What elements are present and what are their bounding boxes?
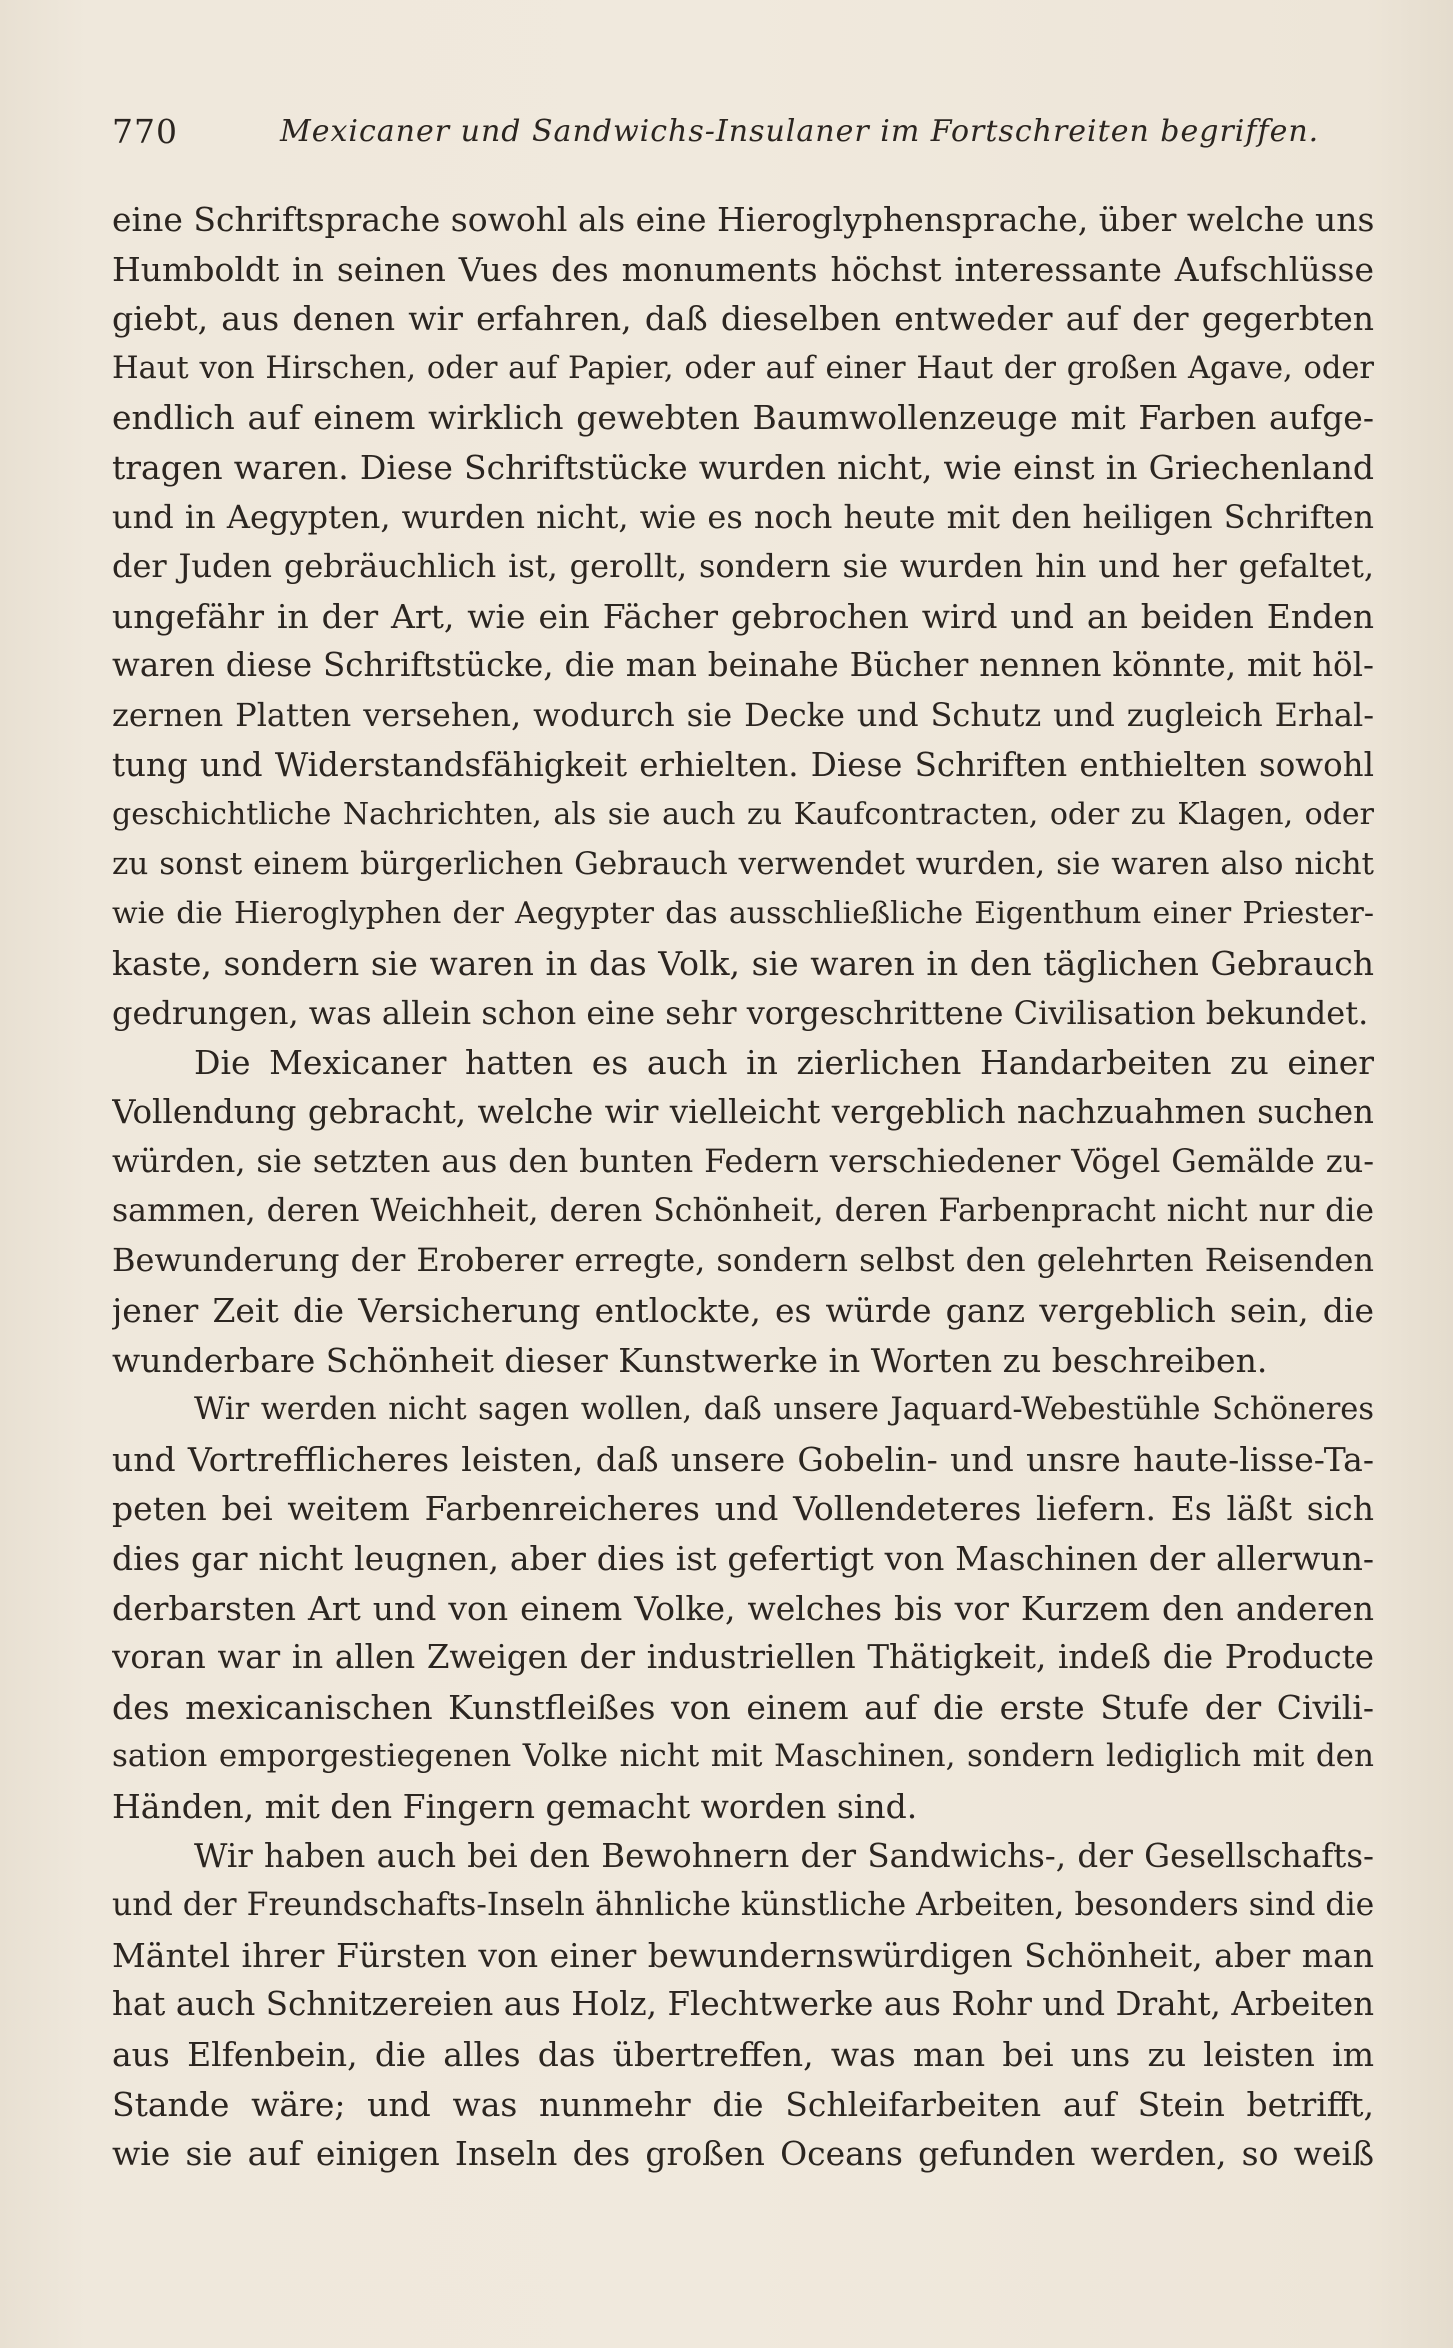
text-line: jener Zeit die Versicherung entlockte, es würde ganz vergeblich sein, die: [112, 1291, 1374, 1331]
text-line: der Juden gebräuchlich ist, gerollt, sondern sie wurden hin und her gefaltet,: [112, 547, 1374, 586]
text-line: und der Freundschafts-Inseln ähnliche künstliche Arbeiten, besonders sind die: [112, 1887, 1374, 1924]
page-header: [112, 112, 1372, 152]
text-line: Humboldt in seinen Vues des monuments höchst interessante Aufschlüsse: [112, 249, 1374, 289]
text-line: peten bei weitem Farbenreicheres und Vollendeteres liefern. Es läßt sich: [112, 1489, 1374, 1529]
text-line: geschichtliche Nachrichten, als sie auch zu Kaufcontracten, oder zu Klagen, oder: [112, 797, 1374, 833]
text-line: Händen, mit den Fingern gemacht worden sind.: [112, 1787, 918, 1826]
text-line: und Vortrefflicheres leisten, daß unsere Gobelin- und unsre haute-lisse-Ta-: [112, 1439, 1374, 1479]
text-line: waren diese Schriftstücke, die man beinahe Bücher nennen könnte, mit höl-: [112, 646, 1374, 685]
text-line: eine Schriftsprache sowohl als eine Hieroglyphensprache, über welche uns: [112, 200, 1374, 239]
running-title: Mexicaner und Sandwichs-Insulaner im Fortschreiten begriffen.: [280, 114, 1320, 149]
text-line: endlich auf einem wirklich gewebten Baumwollenzeuge mit Farben aufge-: [112, 398, 1374, 438]
text-line: aus Elfenbein, die alles das übertreffen, was man bei uns zu leisten im: [112, 2034, 1374, 2074]
text-line: sation emporgestiegenen Volke nicht mit Maschinen, sondern lediglich mit den: [112, 1738, 1374, 1775]
text-line: und in Aegypten, wurden nicht, wie es noch heute mit den heiligen Schriften: [112, 497, 1374, 536]
text-line: zu sonst einem bürgerlichen Gebrauch verwendet wurden, sie waren also nicht: [112, 845, 1374, 882]
text-line: Mäntel ihrer Fürsten von einer bewundernswürdigen Schönheit, aber man: [112, 1935, 1374, 1975]
text-line: gedrungen, was allein schon eine sehr vorgeschrittene Civilisation bekundet.: [112, 993, 1369, 1032]
text-line: Wir haben auch bei den Bewohnern der Sandwichs-, der Gesellschafts-: [194, 1836, 1374, 1875]
text-line: Die Mexicaner hatten es auch in zierlichen Handarbeiten zu einer: [194, 1043, 1374, 1083]
text-line: Wir werden nicht sagen wollen, daß unsere Jaquard-Webestühle Schöneres: [194, 1392, 1374, 1428]
text-line: sammen, deren Weichheit, deren Schönheit, deren Farbenpracht nicht nur die: [112, 1192, 1374, 1229]
text-line: wie sie auf einigen Inseln des großen Oceans gefunden werden, so weiß: [112, 2134, 1374, 2174]
text-line: dies gar nicht leugnen, aber dies ist gefertigt von Maschinen der allerwun-: [112, 1539, 1374, 1579]
text-line: würden, sie setzten aus den bunten Federn verschiedener Vögel Gemälde zu-: [112, 1142, 1374, 1181]
text-line: zernen Platten versehen, wodurch sie Decke und Schutz und zugleich Erhal-: [112, 695, 1374, 734]
text-line: hat auch Schnitzereien aus Holz, Flechtwerke aus Rohr und Draht, Arbeiten: [112, 1985, 1374, 2024]
body-text: [112, 195, 1374, 2179]
text-line: wie die Hieroglyphen der Aegypter das ausschließliche Eigenthum einer Priester-: [112, 896, 1374, 932]
text-line: kaste, sondern sie waren in das Volk, sie waren in den täglichen Gebrauch: [112, 943, 1374, 983]
text-line: Vollendung gebracht, welche wir vielleicht vergeblich nachzuahmen suchen: [112, 1092, 1374, 1131]
text-line: des mexicanischen Kunstfleißes von einem auf die erste Stufe der Civili-: [112, 1687, 1374, 1727]
text-line: tung und Widerstandsfähigkeit erhielten. Diese Schriften enthielten sowohl: [112, 745, 1374, 784]
text-line: wunderbare Schönheit dieser Kunstwerke in Worten zu beschreiben.: [112, 1340, 1268, 1380]
text-line: tragen waren. Diese Schriftstücke wurden nicht, wie einst in Griechenland: [112, 447, 1374, 487]
page-number: 770: [112, 112, 178, 151]
text-line: giebt, aus denen wir erfahren, daß dieselben entweder auf der gegerbten: [112, 299, 1374, 339]
text-line: ungefähr in der Art, wie ein Fächer gebrochen wird und an beiden Enden: [112, 596, 1374, 636]
text-line: Stande wäre; und was nunmehr die Schleifarbeiten auf Stein betrifft,: [112, 2084, 1374, 2124]
text-line: Haut von Hirschen, oder auf Papier, oder auf einer Haut der großen Agave, oder: [112, 350, 1374, 386]
text-line: voran war in allen Zweigen der industriellen Thätigkeit, indeß die Producte: [112, 1638, 1374, 1677]
text-line: Bewunderung der Eroberer erregte, sondern selbst den gelehrten Reisenden: [112, 1241, 1374, 1280]
text-line: derbarsten Art und von einem Volke, welches bis vor Kurzem den anderen: [112, 1588, 1374, 1628]
